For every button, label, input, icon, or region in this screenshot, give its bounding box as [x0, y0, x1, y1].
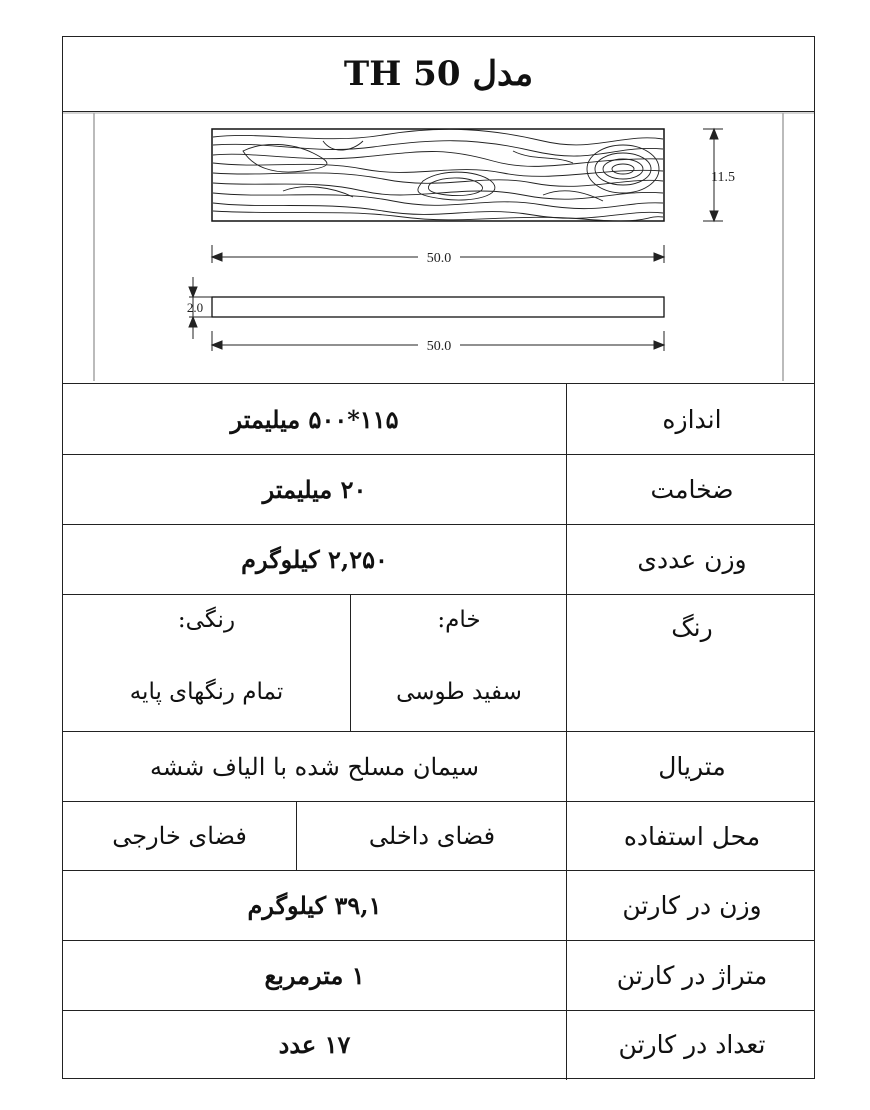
wood-tile-face: [212, 129, 664, 221]
thickness-label-cell: ضخامت: [650, 475, 734, 504]
colored-value: تمام رنگهای پایه: [129, 679, 284, 705]
thickness-value: ۲۰ میلیمتر: [262, 475, 367, 504]
size-label: اندازه: [662, 404, 722, 434]
usage-inside: فضای داخلی: [368, 822, 496, 850]
unit-weight-label: وزن عددی: [637, 545, 747, 574]
raw-color-heading: خام:: [437, 607, 481, 633]
material-label: متریال: [658, 752, 726, 781]
product-drawing-svg: [63, 111, 814, 383]
carton-weight-label: وزن در کارتن: [622, 891, 762, 920]
carton-weight-value: ۳۹,۱ کیلوگرم: [247, 891, 382, 920]
length-label-bottom: 50.0: [426, 339, 452, 354]
technical-drawing: [63, 111, 814, 383]
raw-color-value: سفید طوسی: [396, 679, 522, 705]
length-label-top: 50.0: [426, 251, 452, 266]
unit-weight-value: ۲,۲۵۰ کیلوگرم: [241, 545, 388, 574]
column-divider: [566, 383, 567, 1080]
material-value: سیمان مسلح شده با الیاف ششه: [149, 752, 480, 781]
height-label: 11.5: [711, 170, 735, 185]
carton-area-value: ۱ مترمربع: [264, 961, 365, 990]
carton-count-label: تعداد در کارتن: [618, 1030, 766, 1059]
carton-area-label: متراژ در کارتن: [616, 961, 768, 990]
spec-sheet: [62, 36, 815, 1079]
usage-outside: فضای خارجی: [112, 822, 247, 850]
colored-heading: رنگی:: [177, 607, 236, 633]
thickness-label: 2.0: [186, 300, 204, 315]
tile-profile: [212, 297, 664, 317]
column-divider: [350, 594, 351, 731]
size-value: ۱۱۵*۵۰۰ میلیمتر: [230, 404, 399, 434]
page-title: مدل TH 50: [343, 54, 534, 94]
carton-count-value: ۱۷ عدد: [278, 1030, 351, 1059]
divider: [63, 594, 814, 595]
color-label: رنگ: [671, 612, 713, 642]
column-divider: [296, 801, 297, 870]
usage-label: محل استفاده: [623, 821, 761, 851]
